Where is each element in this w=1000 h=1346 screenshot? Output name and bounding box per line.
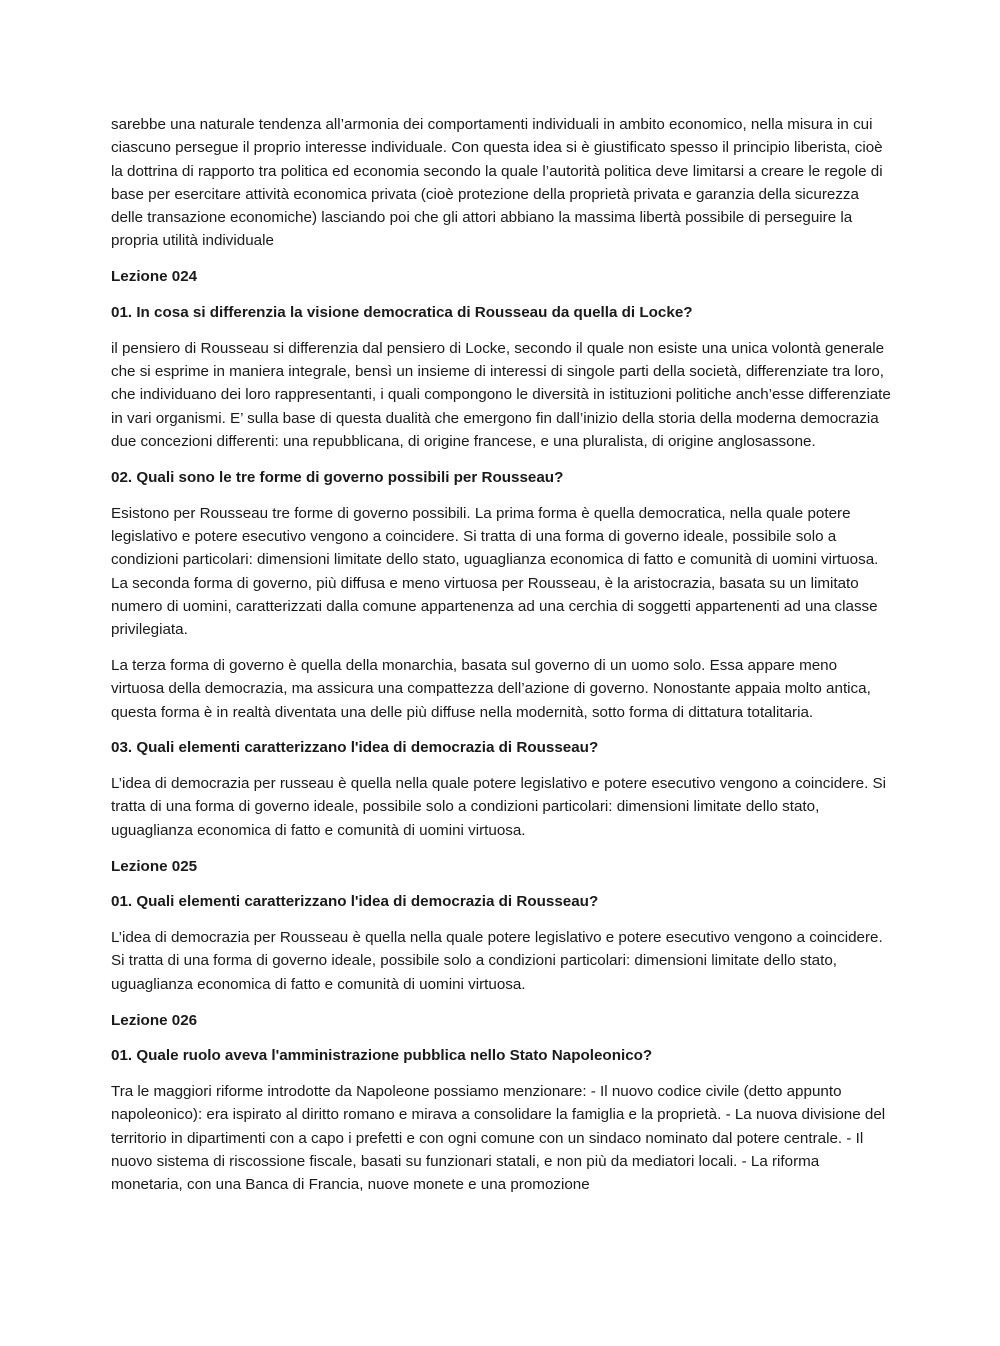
answer-026-01: Tra le maggiori riforme introdotte da Napoleone possiamo menzionare: - Il nuovo codice civile (detto appunto napoleonico): era ispirato al diritto romano e mirava a consolidare la famiglia e la proprietà. - La nuova divisione del territorio in dipartimenti con a capo i prefetti e con ogni comune con un sindaco nominato dal potere centrale. - Il nuovo sistema di riscossione fiscale, basati su funzionari statali, e non più da mediatori locali. - La riforma monetaria, con una Banca di Francia, nuove monete e una promozione <box>111 1083 886 1194</box>
answer-024-01: il pensiero di Rousseau si differenzia dal pensiero di Locke, secondo il quale non esiste una unica volontà generale che si esprime in maniera integrale, bensì un insieme di interessi di singole parti della società, differenziate tra loro, che individuano dei loro rappresentanti, i quali compongono le diversità in istituzioni politiche anch’esse differenziate in vari organismi. E’ sulla base di questa dualità che emergono fin dall’inizio della storia della moderna democrazia due concezioni differenti: una repubblicana, di origine francese, e una pluralista, di origine anglosassone. <box>111 339 891 451</box>
answer-024-03: L’idea di democrazia per russeau è quella nella quale potere legislativo e potere esecutivo vengono a coincidere. Si tratta di una forma di governo ideale, possibile solo a condizioni particolari: dimensioni limitate dello stato, uguaglianza economica di fatto e comunità di uomini virtuosa. <box>111 775 887 839</box>
answer-024-02-paragraph-1: Esistono per Rousseau tre forme di governo possibili. La prima forma è quella democratica, nella quale potere legislativo e potere esecutivo vengono a coincidere. Si tratta di una forma di governo ideale, possibile solo a condizioni particolari: dimensioni limitate dello stato, uguaglianza economica di fatto e comunità di uomini virtuosa. La seconda forma di governo, più diffusa e meno virtuosa per Rousseau, è la aristocrazia, basata su un limitato numero di uomini, caratterizzati dalla comune appartenenza ad una cerchia di soggetti appartenenti ad una classe privilegiata. <box>111 504 879 639</box>
intro-paragraph: sarebbe una naturale tendenza all’armonia dei comportamenti individuali in ambito economico, nella misura in cui ciascuno persegue il proprio interesse individuale. Con questa idea si è giustificato spesso il principio liberista, cioè la dottrina di rapporto tra politica ed economia secondo la quale l’autorità politica deve limitarsi a creare le regole di base per esercitare attività economica privata (cioè protezione della proprietà privata e garanzia della sicurezza delle transazione economiche) lasciando poi che gli attori abbiano la massima libertà possibile di perseguire la propria utilità individuale <box>111 116 883 250</box>
lesson-025-heading: Lezione 025 <box>111 857 198 875</box>
answer-025-01: L’idea di democrazia per Rousseau è quella nella quale potere legislativo e potere esecutivo vengono a coincidere. Si tratta di una forma di governo ideale, possibile solo a condizioni particolari: dimensioni limitate dello stato, uguaglianza economica di fatto e comunità di uomini virtuosa. <box>111 929 883 993</box>
lesson-026-heading: Lezione 026 <box>111 1011 198 1029</box>
question-024-02: 02. Quali sono le tre forme di governo possibili per Rousseau? <box>111 468 564 486</box>
answer-024-02-paragraph-2: La terza forma di governo è quella della monarchia, basata sul governo di un uomo solo. Essa appare meno virtuosa della democrazia, ma assicura una compattezza dell’azione di governo. Nonostante appaia molto antica, questa forma è in realtà diventata una delle più diffuse nella modernità, sotto forma di dittatura totalitaria. <box>111 656 871 721</box>
question-026-01: 01. Quale ruolo aveva l'amministrazione pubblica nello Stato Napoleonico? <box>111 1047 653 1065</box>
lesson-024-heading: Lezione 024 <box>111 268 198 286</box>
document-page <box>111 113 891 1209</box>
question-024-03: 03. Quali elementi caratterizzano l'idea di democrazia di Rousseau? <box>111 739 599 757</box>
question-024-01: 01. In cosa si differenzia la visione democratica di Rousseau da quella di Locke? <box>111 304 693 322</box>
question-025-01: 01. Quali elementi caratterizzano l'idea di democrazia di Rousseau? <box>111 893 599 911</box>
